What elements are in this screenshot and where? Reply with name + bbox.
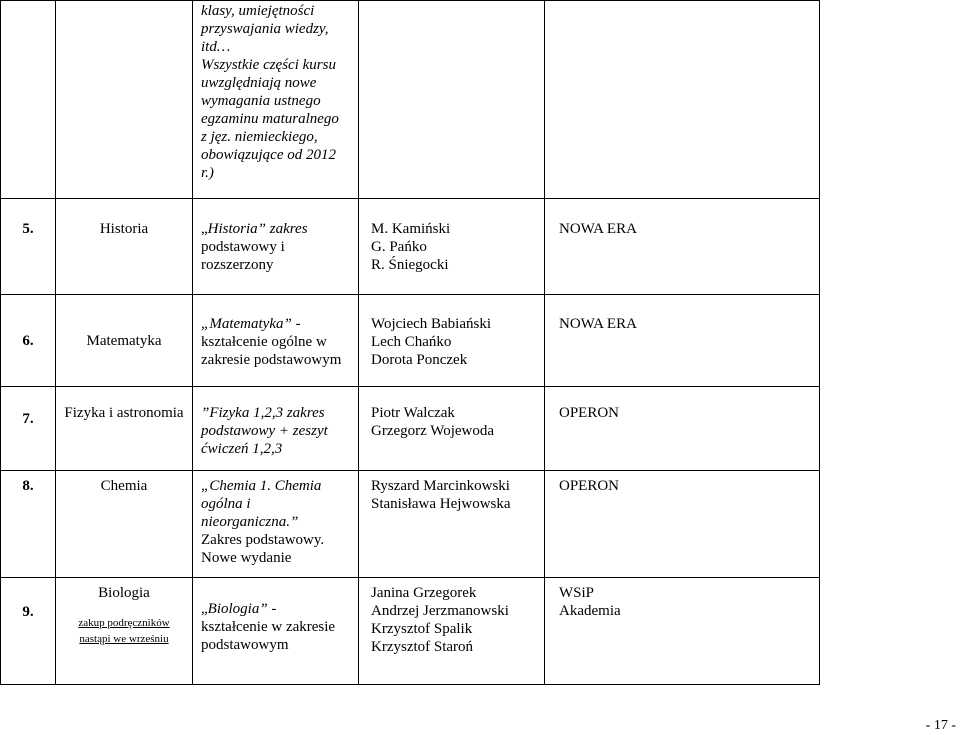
fragment-line: egzaminu maturalnego (201, 111, 339, 127)
author-name: Lech Chańko (371, 334, 452, 350)
publisher-cell (545, 1, 820, 199)
publisher-cell (545, 387, 820, 471)
table-row-6 (1, 295, 820, 387)
title-line: ogólna i (201, 496, 251, 512)
publisher-name: NOWA ERA (559, 316, 637, 332)
title-cell (193, 1, 359, 199)
publisher-name: OPERON (559, 478, 620, 494)
publisher-name: WSiP (559, 585, 595, 601)
title-line: „Historia” zakres (201, 221, 308, 237)
subject-cell (56, 295, 193, 387)
publisher-name: OPERON (559, 405, 620, 421)
table-row-7 (1, 387, 820, 471)
subject-name: Matematyka (86, 333, 162, 349)
table-row-continuation (1, 1, 820, 199)
title-cell (193, 387, 359, 471)
row-number: 6. (1, 295, 56, 387)
subject-name: Chemia (100, 478, 148, 494)
table-row-8 (1, 471, 820, 578)
title-cell (193, 471, 359, 578)
author-name: M. Kamiński (371, 221, 451, 237)
number-cell (1, 1, 56, 199)
author-name: Grzegorz Wojewoda (371, 423, 495, 439)
author-name: G. Pańko (371, 239, 427, 255)
page-number: - 17 - (925, 718, 956, 733)
subject-cell (56, 578, 193, 685)
table-row-5 (1, 199, 820, 295)
fragment-line: uwzględniają nowe (201, 75, 317, 91)
title-line: podstawowy + zeszyt (201, 423, 328, 439)
publisher-cell (545, 199, 820, 295)
title-line: „Chemia 1. Chemia (201, 478, 322, 494)
title-line: podstawowy i (201, 239, 285, 255)
title-line: ”Fizyka 1,2,3 zakres (201, 405, 325, 421)
title-line: Nowe wydanie (201, 550, 292, 566)
publisher-cell (545, 471, 820, 578)
title-cell (193, 578, 359, 685)
fragment-line: obowiązujące od 2012 (201, 147, 336, 163)
author-name: Krzysztof Spalik (371, 621, 473, 637)
publisher-cell (545, 295, 820, 387)
authors-cell (359, 199, 545, 295)
fragment-line: wymagania ustnego (201, 93, 321, 109)
subject-note: zakup podręczników nastąpi we wrześniu (78, 617, 170, 645)
row-number: 5. (1, 199, 56, 295)
authors-cell (359, 578, 545, 685)
fragment-line: Wszystkie części kursu (201, 57, 336, 73)
author-name: Krzysztof Staroń (371, 639, 474, 655)
title-line: nieorganiczna.” (201, 514, 299, 530)
author-name: Ryszard Marcinkowski (371, 478, 510, 494)
fragment-line: przyswajania wiedzy, (201, 21, 329, 37)
subject-cell (56, 387, 193, 471)
subject-cell (56, 1, 193, 199)
fragment-line: klasy, umiejętności (201, 3, 315, 19)
title-cell (193, 199, 359, 295)
title-line: kształcenie w zakresie (201, 619, 336, 635)
authors-cell (359, 295, 545, 387)
authors-cell (359, 1, 545, 199)
table-row-9 (1, 578, 820, 685)
publisher-cell (545, 578, 820, 685)
author-name: Dorota Ponczek (371, 352, 468, 368)
subject-name: Historia (99, 221, 149, 237)
title-line: Zakres podstawowy. (201, 532, 325, 548)
author-name: Andrzej Jerzmanowski (371, 603, 509, 619)
authors-cell (359, 471, 545, 578)
subject-name: Fizyka i astronomia (64, 405, 184, 421)
row-number: 9. (1, 578, 56, 685)
author-name: Janina Grzegorek (371, 585, 477, 601)
row-number: 7. (1, 387, 56, 471)
fragment-line: z jęz. niemieckiego, (201, 129, 318, 145)
subject-name: Biologia (98, 585, 150, 601)
publisher-name: NOWA ERA (559, 221, 637, 237)
title-line: „Biologia” - (201, 601, 277, 617)
title-cell (193, 295, 359, 387)
title-line: „Matematyka” - (201, 316, 301, 332)
title-line: rozszerzony (201, 257, 274, 273)
publisher-name: Akademia (559, 603, 621, 619)
author-name: Wojciech Babiański (371, 316, 492, 332)
title-line: zakresie podstawowym (201, 352, 342, 368)
title-line: ćwiczeń 1,2,3 (201, 441, 283, 457)
row-number: 8. (1, 471, 56, 578)
title-line: kształcenie ogólne w (201, 334, 327, 350)
author-name: R. Śniegocki (371, 257, 449, 273)
fragment-line: r.) (201, 165, 214, 181)
title-line: podstawowym (201, 637, 289, 653)
authors-cell (359, 387, 545, 471)
subject-cell (56, 471, 193, 578)
author-name: Piotr Walczak (371, 405, 455, 421)
author-name: Stanisława Hejwowska (371, 496, 511, 512)
fragment-line: itd… (201, 39, 231, 55)
subject-cell (56, 199, 193, 295)
